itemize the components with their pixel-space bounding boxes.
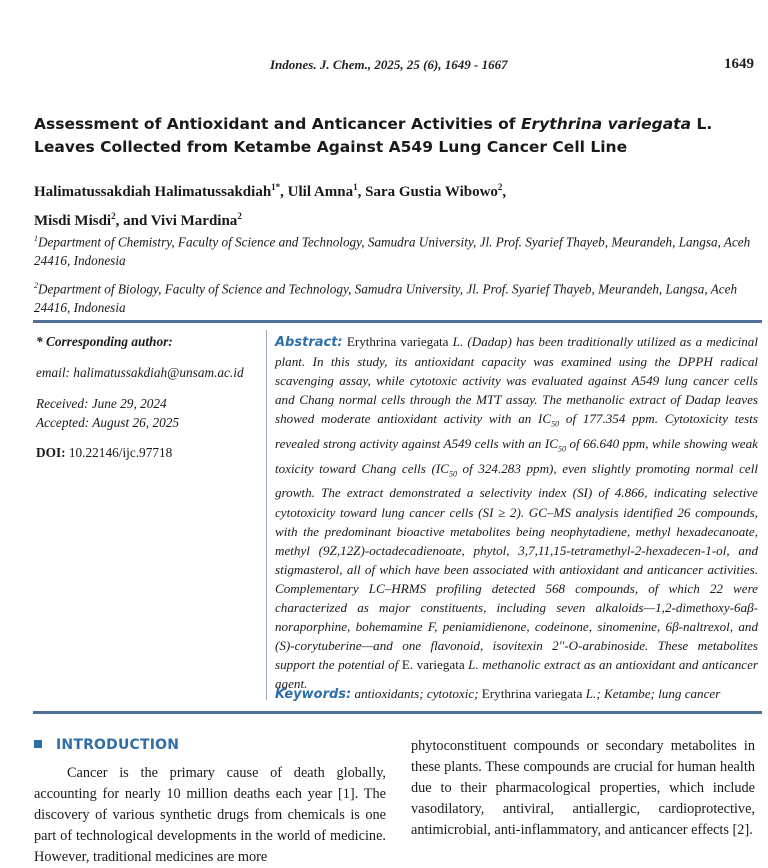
abstract-species: Erythrina variegata xyxy=(342,334,449,349)
corresponding-author-label: * Corresponding author: xyxy=(36,334,173,349)
abstract-text: of 66.640 ppm, while showing weak toxicity toward Chang cells (IC xyxy=(275,436,758,476)
abstract-text: of 177.354 ppm. Cytotoxicity tests revealed strong activity against A549 cells with an IC xyxy=(275,411,758,452)
title-species: Erythrina variegata xyxy=(520,115,692,133)
abstract-text: of 324.283 ppm), even slightly promoting normal cell growth. The extract demonstrated a selectivity index (SI) of 4.866, indicating selective cytotoxicity toward lung cancer cells (SI ≥ 2). GC–MS analysis identified 26 compounds, with the predominant bioactive metabolites being neophytadiene, methyl hexadecanoate, methyl (9Z,12Z)-octadecadienoate, phytol, 3,7,11,15-tetramethyl-2-hexadecen-1-ol, and stigmasterol, all of which have been associated with antioxidant and anticancer activities. Complementary LC–HRMS profiling detected 568 compounds, of which 22 were characterized as major constituents, including seven alkaloids—1,2-dimethoxy-6aβ-noraporphine, bohemamine F, peniamidienone, codeinone, sinomenine, 6β-naltrexol, and (S)-corytuberine—and one flavonoid, isovitexin 2''-O-arabinoside. These metabolites support the potential of xyxy=(275,460,759,673)
author-affil-mark: 2 xyxy=(497,182,503,192)
column-divider xyxy=(266,330,267,700)
affiliation-text: Department of Biology, Faculty of Science and Technology, Samudra University, Jl. Prof. Syarief Thayeb, Meurandeh, Langsa, Aceh 24416, Indonesia xyxy=(34,281,738,316)
section-bullet-icon xyxy=(34,740,42,748)
body-text-left: Cancer is the primary cause of death globally, accounting for nearly 10 million deaths each year [1]. The discovery of various synthetic drugs from chemicals is one part of technological developments in the world of medicine. However, traditional medicines are more xyxy=(34,765,386,866)
keywords xyxy=(275,684,758,704)
author-separator: , xyxy=(502,184,507,200)
divider-bottom xyxy=(33,711,762,714)
abstract xyxy=(275,332,758,694)
article-title xyxy=(34,113,754,159)
subscript: 50 xyxy=(557,444,566,454)
affiliation-1 xyxy=(34,229,754,270)
article-info xyxy=(36,332,261,462)
abstract-label: Abstract: xyxy=(275,335,343,350)
abstract-text: L. (Dadap) has been traditionally utilized as a medicinal plant. In this study, its antioxidant capacity was examined using the DPPH radical scavenging assay, while cytotoxic activity was evaluated against A549 lung cancer cells and Chang normal cells through the MTT assay. The methanolic extract of Dadap leaves showed moderate antioxidant activity with an IC xyxy=(275,334,758,427)
keywords-label: Keywords: xyxy=(275,687,352,702)
title-part-1: Assessment of Antioxidant and Anticancer Activities of xyxy=(34,115,521,133)
affiliation-mark: 1 xyxy=(34,234,38,243)
divider-top xyxy=(33,320,762,323)
author-affil-mark: 1* xyxy=(271,182,281,192)
subscript: 50 xyxy=(448,469,457,479)
subscript: 50 xyxy=(551,419,560,429)
section-heading xyxy=(34,737,179,753)
received-date: Received: June 29, 2024 xyxy=(36,396,167,411)
author-affil-mark: 1 xyxy=(353,182,358,192)
author-name: Vivi Mardina xyxy=(150,213,238,229)
keywords-species: Erythrina variegata xyxy=(481,686,583,701)
accepted-date: Accepted: August 26, 2025 xyxy=(36,415,180,430)
author-separator: , and xyxy=(115,213,151,229)
doi-label: DOI: xyxy=(36,445,66,460)
corresponding-email[interactable]: email: halimatussakdiah@unsam.ac.id xyxy=(36,365,244,380)
author-name: Misdi Misdi xyxy=(34,213,112,229)
journal-citation: Indones. J. Chem., 2025, 25 (6), 1649 - 1667 xyxy=(270,57,508,72)
affiliation-text: Department of Chemistry, Faculty of Science and Technology, Samudra University, Jl. Prof. Syarief Thayeb, Meurandeh, Langsa, Aceh 24416, Indonesia xyxy=(34,234,751,269)
affiliation-mark: 2 xyxy=(34,281,38,290)
author-name: Sara Gustia Wibowo xyxy=(365,184,498,200)
keywords-text: antioxidants; cytotoxic; xyxy=(351,686,482,701)
author-list xyxy=(34,175,754,233)
title-part-2: L. Leaves Collected from Ketambe Against A549 Lung Cancer Cell Line xyxy=(34,115,713,156)
author-affil-mark: 2 xyxy=(111,211,116,221)
page-number: 1649 xyxy=(724,56,754,72)
keywords-text: L.; Ketambe; lung cancer xyxy=(582,686,721,701)
section-heading-text: INTRODUCTION xyxy=(56,737,180,753)
doi-value: 10.22146/ijc.97718 xyxy=(65,445,173,460)
doi[interactable] xyxy=(36,443,261,462)
affiliation-2 xyxy=(34,276,754,317)
abstract-text: L. methanolic extract as an antioxidant and anticancer agent. xyxy=(275,657,758,692)
author-name: Halimatussakdiah Halimatussakdiah xyxy=(34,184,272,200)
abstract-species: E. variegata xyxy=(401,657,465,673)
author-name: Ulil Amna xyxy=(287,184,354,200)
body-text-right: phytoconstituent compounds or secondary metabolites in these plants. These compounds are crucial for human health due to their pharmacological properties, which include vasodilatory, antiviral, antiallergic, cardioprotective, antimicrobial, anti-inflammatory, and anticancer effects [2]. xyxy=(411,738,755,839)
author-separator: , xyxy=(280,184,288,200)
author-affil-mark: 2 xyxy=(237,211,242,221)
author-separator: , xyxy=(357,184,366,200)
